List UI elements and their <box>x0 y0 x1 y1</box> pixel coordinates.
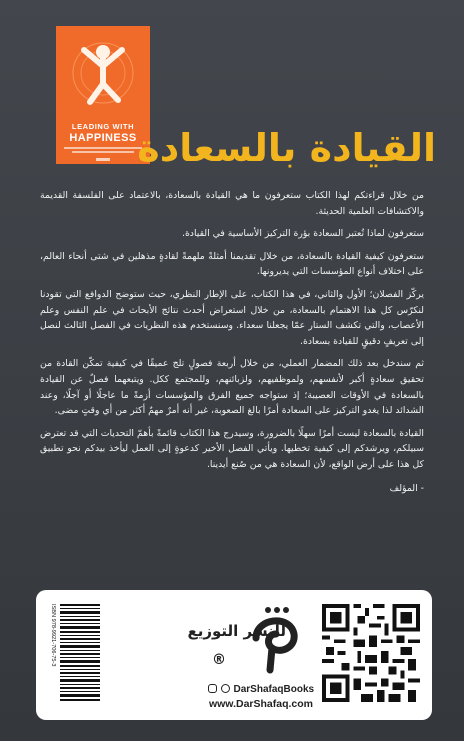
isbn-number: ISBN 978-9921-706-75-3 <box>50 604 56 667</box>
instagram-icon <box>208 684 217 693</box>
publisher-website: www.DarShafaq.com <box>208 698 314 710</box>
blurb-text <box>40 188 424 503</box>
social-handle <box>186 684 336 695</box>
publisher-name: للنشر التوزيع <box>187 622 286 640</box>
blurb-paragraph: يركّز الفصلان؛ الأول والثاني، في هذا الكتاب، على الإطار النظري، حيث ستوضح الدوافع التي تقودنا لنكرّس كل هذا الاهتمام بالسعادة، من خلال استعراض أحدث نتائج الأبحاث في علم النفس وعلم الأعصاب، والتي تكشف الستار عمّا يجعلنا سعداء. وسنستخدم هذه النظريات في الفصل الثالث لنصل إلى تعريفٍ دقيقٍ للقيادة بسعادة. <box>40 288 424 347</box>
blurb-paragraph: ستعرفون لماذا تُعتبر السعادة بؤرة التركيز الأساسية في القيادة. <box>181 228 424 240</box>
isbn-barcode <box>46 600 104 706</box>
jumping-figure-illustration <box>66 36 140 110</box>
blurb-paragraph: من خلال قراءتكم لهذا الكتاب ستعرفون ما هي القيادة بالسعادة، بالاعتماد على الفلسفة القديمة والاكتشافات العلمية الحديثة. <box>40 190 424 217</box>
publisher-logo-area <box>186 600 336 712</box>
qr-code <box>322 604 420 702</box>
thumbnail-title-line2: HAPPINESS <box>69 132 137 144</box>
thumbnail-subtitle-lines <box>64 147 142 157</box>
registered-mark: ® <box>212 652 226 668</box>
book-front-thumbnail <box>56 26 150 164</box>
thumbnail-logo <box>96 158 110 161</box>
book-title: القيادة بالسعادة <box>137 126 436 170</box>
blurb-paragraph: القيادة بالسعادة ليست أمرًا سهلًا بالضرورة، وسيدرج هذا الكتاب قائمةً بأهمّ التحديات التي قد تعترض سبيلكم، ويرشدكم إلى كيفية تخطيها. ويأتي الفصل الأخير كدعوةٍ إلى العمل ليأخذ بيدكم نحو تطبيق كل هذا على أرض الواقع، لأن السعادة هي من صُنع أيدينا. <box>40 427 424 470</box>
blurb-paragraph: ستعرفون كيفية القيادة بالسعادة، من خلال تقديمنا أمثلةً ملهمةً لقادةٍ مذهلين في شتى أنحاء العالم، على اختلاف أنواع المؤسسات التي يديرونها. <box>40 250 424 278</box>
thumbnail-title-line1: LEADING WITH <box>71 122 135 131</box>
twitter-icon <box>221 684 230 693</box>
author-signature: - المؤلف <box>389 482 424 494</box>
social-handle-text: DarShafaqBooks <box>233 684 315 695</box>
barcode-panel <box>36 590 432 720</box>
blurb-paragraph: ثم سندخل بعد ذلك المضمار العملي، من خلال أربعة فصولٍ تلج عميقًا في كيفية تمكّن القادة من تحقيق سعادةٍ أكبر لأنفسهم، ولموظفيهم، ولزبائنهم، وللمجتمع ككل. ويتبعهما فصلٌ عن القيادة بالسعادة في الأوقات العصيبة؛ إذ ستواجه جميع الفرق والمؤسسات أزمةً ما عاجلًا أو آجلًا، وعند الشدائد لذا يغدو التركيز على السعادة أمرًا بالغ الصعوبة، غير أنه أمرٌ مهمٌ أكثر من أي وقتٍ مضى. <box>40 358 424 417</box>
